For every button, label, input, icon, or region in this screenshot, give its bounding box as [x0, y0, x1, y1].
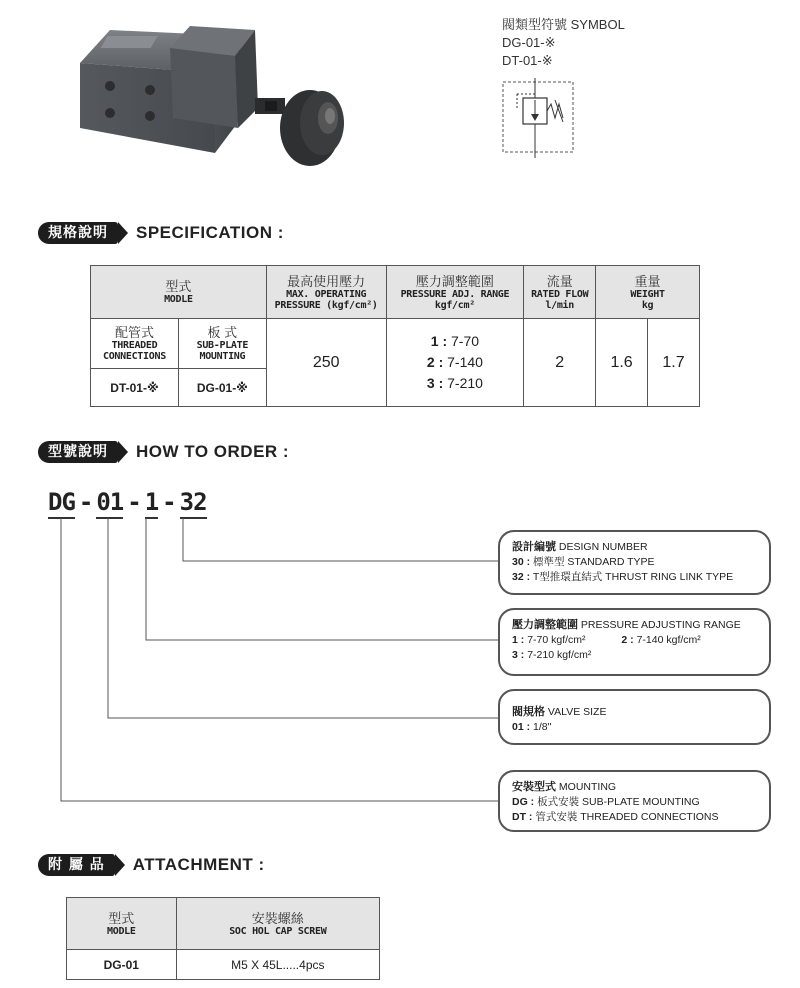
mounting-code-dt: DT :	[512, 811, 533, 823]
pressure-range-title-zh: 壓力調整範圍	[512, 619, 578, 631]
spec-data-row	[91, 319, 700, 369]
valve-size-title-zh: 閥規格	[512, 706, 545, 718]
mounting-title-en: MOUNTING	[558, 781, 617, 793]
spec-header-weight	[596, 266, 700, 319]
spec-threaded-header	[91, 319, 179, 369]
pressure-range-code-1: 1 :	[512, 634, 525, 646]
design-number-line-32	[512, 570, 759, 585]
spec-header-range-zh: 壓力調整範圍	[415, 273, 494, 289]
symbol-title-zh: 閥類型符號	[502, 17, 568, 32]
spec-model-dg: DG-01-※	[178, 369, 266, 407]
valve-product-image	[70, 18, 360, 193]
attachment-header-model	[67, 898, 177, 950]
specification-header	[38, 221, 284, 245]
attachment-col1-en: MODLE	[107, 925, 136, 937]
design-number-text-32: T型推環直結式 THRUST RING LINK TYPE	[532, 571, 734, 583]
spec-subplate-zh: 板 式	[207, 325, 238, 340]
pressure-range-title-en: PRESSURE ADJUSTING RANGE	[580, 619, 741, 631]
symbol-model-dt: DT-01-※	[502, 53, 553, 68]
pressure-range-text-2: 7-140 kgf/cm²	[636, 634, 701, 646]
attachment-col2-zh: 安裝螺絲	[251, 910, 304, 926]
mounting-line-dg	[512, 795, 759, 810]
spec-flow: 2	[524, 319, 596, 407]
order-code-sep: -	[162, 488, 176, 516]
design-number-code-32: 32 :	[512, 571, 531, 583]
mounting-title-zh: 安裝型式	[512, 781, 556, 793]
attachment-header	[38, 853, 265, 877]
spec-range-1-code: 1 :	[430, 333, 448, 349]
spec-header-pressure-zh: 最高使用壓力	[287, 273, 366, 289]
attachment-table	[66, 897, 380, 980]
spec-model-dt: DT-01-※	[91, 369, 179, 407]
spec-header-weight-en2: kg	[641, 299, 654, 311]
spec-header-flow-en2: l/min	[545, 299, 574, 311]
spec-range-2-value: 7-140	[447, 354, 483, 370]
order-code-size: 01	[96, 488, 123, 519]
valve-size-text-01: 1/8"	[533, 721, 552, 733]
design-number-code-30: 30 :	[512, 556, 531, 568]
attachment-model: DG-01	[67, 950, 177, 980]
spec-range-3-code: 3 :	[426, 375, 444, 391]
spec-header-range	[386, 266, 524, 319]
order-code-sep: -	[127, 488, 141, 516]
spec-range-2-code: 2 :	[426, 354, 444, 370]
how-to-order-header	[38, 440, 289, 464]
attachment-data-row	[67, 950, 380, 980]
order-code-design: 32	[180, 488, 207, 519]
design-number-title-zh: 設計編號	[512, 541, 556, 553]
spec-header-range-en1: PRESSURE ADJ. RANGE	[400, 288, 510, 300]
spec-header-weight-zh: 重量	[634, 273, 661, 289]
spec-range-3-value: 7-210	[447, 375, 483, 391]
spec-range-1-value: 7-70	[451, 333, 480, 349]
connector-design-number	[183, 518, 498, 561]
symbol-header	[502, 16, 625, 70]
spec-header-range-en2: kgf/cm²	[434, 299, 475, 311]
mounting-code-dg: DG :	[512, 796, 535, 808]
connector-pressure-range	[146, 518, 498, 640]
attachment-tag: 附 屬 品	[38, 854, 115, 876]
spec-subplate-en2: MOUNTING	[199, 351, 246, 362]
how-to-order-title: HOW TO ORDER :	[136, 442, 290, 461]
symbol-title-en: SYMBOL	[570, 17, 625, 32]
spec-header-flow	[524, 266, 596, 319]
connector-mounting	[61, 518, 498, 801]
pressure-range-text-3: 7-210 kgf/cm²	[527, 649, 592, 661]
spec-range-1	[387, 331, 524, 352]
pressure-range-line-1-2	[512, 633, 759, 648]
attachment-screw: M5 X 45L.....4pcs	[176, 950, 379, 980]
valve-size-title-en: VALVE SIZE	[547, 706, 607, 718]
order-code	[48, 488, 207, 519]
spec-weight-threaded: 1.6	[596, 319, 648, 407]
attachment-col2-en: SOC HOL CAP SCREW	[229, 925, 327, 937]
spec-subplate-header	[178, 319, 266, 369]
spec-header-row	[91, 266, 700, 319]
spec-range-3	[387, 373, 524, 394]
connector-valve-size	[108, 518, 498, 718]
order-code-mounting: DG	[48, 488, 75, 519]
attachment-header-row	[67, 898, 380, 950]
mounting-line-dt	[512, 810, 759, 825]
pressure-range-line-3	[512, 648, 759, 663]
spec-header-pressure-en1: MAX. OPERATING	[286, 288, 367, 300]
spec-header-flow-zh: 流量	[546, 273, 573, 289]
valve-size-code-01: 01 :	[512, 721, 531, 733]
spec-threaded-zh: 配管式	[114, 325, 154, 340]
hydraulic-symbol-diagram	[495, 78, 585, 158]
spec-header-flow-en1: RATED FLOW	[531, 288, 589, 300]
design-number-text-30: 標準型 STANDARD TYPE	[533, 556, 655, 568]
pressure-range-box	[498, 608, 771, 676]
specification-tag: 規格說明	[38, 222, 118, 244]
spec-header-model-en: MODLE	[164, 294, 193, 305]
attachment-header-screw	[176, 898, 379, 950]
spec-header-model-zh: 型式	[165, 279, 192, 294]
spec-header-weight-en1: WEIGHT	[630, 288, 665, 300]
spec-threaded-en1: THREADED	[111, 340, 158, 351]
how-to-order-tag: 型號說明	[38, 441, 118, 463]
spec-subplate-en1: SUB-PLATE	[196, 340, 249, 351]
mounting-text-dt: 管式安裝 THREADED CONNECTIONS	[535, 811, 719, 823]
spec-threaded-en2: CONNECTIONS	[102, 351, 166, 362]
attachment-col1-zh: 型式	[108, 910, 135, 926]
valve-size-line-01	[512, 720, 759, 735]
design-number-title-en: DESIGN NUMBER	[558, 541, 648, 553]
spec-ranges	[386, 319, 524, 407]
pressure-range-code-3: 3 :	[512, 649, 525, 661]
symbol-model-dg: DG-01-※	[502, 35, 556, 50]
order-code-sep: -	[78, 488, 93, 516]
spec-header-pressure-en2: PRESSURE (kgf/cm²)	[274, 299, 378, 311]
specification-title: SPECIFICATION :	[136, 223, 284, 242]
valve-size-box	[498, 689, 771, 745]
spec-range-2	[387, 352, 524, 373]
specification-table	[90, 265, 700, 407]
pressure-range-code-2: 2 :	[621, 634, 634, 646]
pressure-range-text-1: 7-70 kgf/cm²	[527, 634, 586, 646]
mounting-text-dg: 板式安裝 SUB-PLATE MOUNTING	[537, 796, 700, 808]
spec-max-pressure: 250	[266, 319, 386, 407]
spec-header-pressure	[266, 266, 386, 319]
spec-weight-subplate: 1.7	[648, 319, 700, 407]
spec-header-model	[91, 266, 267, 319]
attachment-title: ATTACHMENT :	[132, 855, 265, 874]
order-code-range: 1	[145, 488, 158, 519]
design-number-box	[498, 530, 771, 595]
mounting-box	[498, 770, 771, 832]
design-number-line-30	[512, 555, 759, 570]
